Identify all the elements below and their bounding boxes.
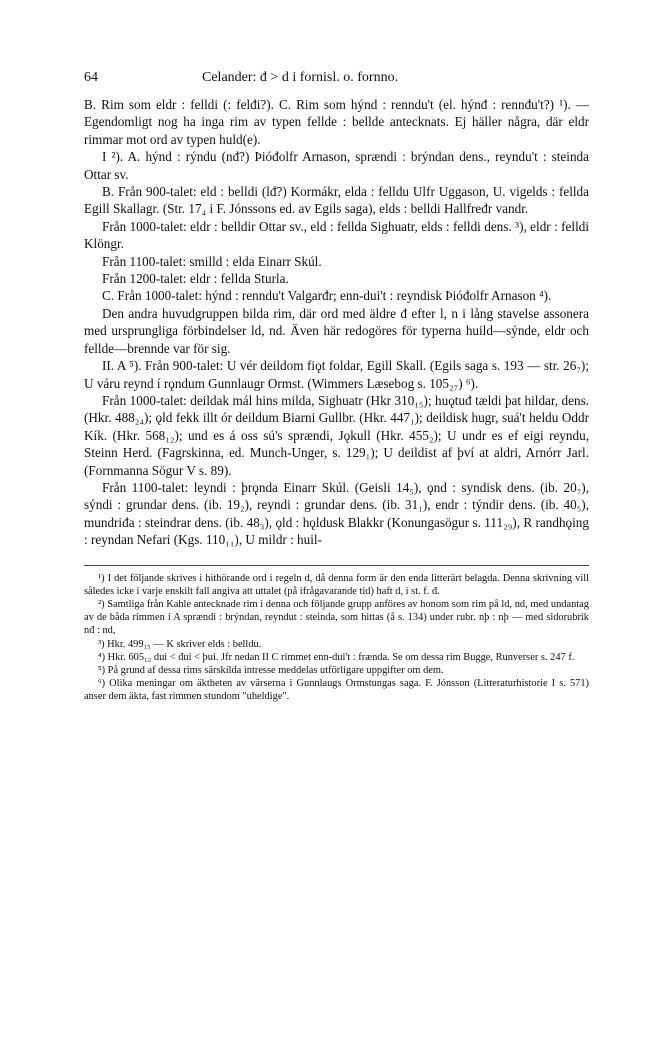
paragraph: Från 1200-talet: eldr : fellda Sturla.: [102, 271, 289, 287]
page-number: 64: [84, 70, 98, 85]
page: [84, 66, 589, 704]
paragraph: I ²). A. hýnd : rýndu (nđ?) Þióđolfr Arnason, sprændi : brýndan dens., reyndu't : steinda Ottar sv.: [84, 149, 589, 182]
paragraph: Från 1000-talet: eldr : belldir Ottar sv., eld : fellda Sighuatr, elds : felldi dens. ³), eldr : felldi Klöngr.: [84, 218, 589, 252]
page-header: [84, 66, 589, 96]
footnote-divider: [84, 565, 589, 566]
body-text: [84, 96, 589, 549]
footnote: ²) Samtliga från Kahle antecknade rim i denna och följande grupp anföres av honom som rim på ld, nd, med undantag av de båda rimmen i A sprændi : brýndan, reyndut : steinda, som hittas (å s. 134) under rubr. nþ : nþ — med sidorubrik nđ : nd,: [84, 598, 589, 637]
footnote: ¹) I det följande skrives i hithörande ord i regeln d, då denna form är den enda litterärt belagda. Denna skrivning vill således icke i varje enskilt fall angiva att uttalet (på ifrågavarande tid) haft d, i st. f. đ.: [84, 572, 589, 597]
footnote: ⁶) Olika meningar om äktheten av värserna i Gunnlaugs Ormstungas saga. F. Jónsson (Litteraturhistorie I s. 571) anser dem äkta, fast rimmen stundom "uheldige".: [84, 678, 589, 703]
paragraph: B. Rim som eldr : felldi (: felđi?). C. Rim som hýnd : renndu't (el. hýnđ : rennđu't?) ¹). — Egendomligt nog ha inga rim av typen fellde : bellde antecknats. Ej häller några, där eldr rimmar mot ord av typen huld(e).: [84, 97, 589, 147]
paragraph: C. Från 1000-talet: hýnd : renndu't Valgarđr; enn-dui't : reyndisk Þióđolfr Arnason ⁴).: [102, 288, 552, 304]
paragraph: Den andra huvudgruppen bilda rim, där ord med äldre đ efter l, n i lång stavelse assonera med ursprungliga förbindelser ld, nd. Även här redogöres för typerna huild—sýnde, eldr och fellde—brennde var för sig.: [84, 305, 589, 356]
paragraph: II. A ⁵). Från 900-talet: U vér deildom fiǫt foldar, Egill Skall. (Egils saga s. 193 — str. 26₇); U váru reynd í rǫndum Gunnlaugr Ormst. (Wimmers Læsebog s. 105₂₇) ⁶).: [84, 358, 589, 391]
paragraph: B. Från 900-talet: eld : belldi (lđ?) Kormákr, elda : felldu Ulfr Uggason, U. vigelds : fellda Egill Skallagr. (Str. 17₄ i F. Jónssons ed. av Egils saga), elds : belldi Hallfređr vandr.: [84, 184, 589, 217]
footnote: ⁵) På grund af dessa rims särskilda intresse meddelas utförligare uppgifter om dem.: [98, 664, 444, 676]
paragraph: Från 1100-talet: smilld : elda Einarr Skúl.: [102, 253, 322, 269]
footnotes: [84, 572, 589, 704]
paragraph: Från 1100-talet: leyndi : þrǫnda Einarr Skúl. (Geisli 14₅), ǫnd : syndisk dens. (ib. 20₇), sýndi : grundar dens. (ib. 19₂), reyndi : grundar dens. (ib. 31₁), endr : týndir dens. (ib. 40₅), mundriđa : steindrar dens. (ib. 48₃), ǫld : hǫldusk Blakkr (Konungasögur s. 111₂₉), R randhǫing : reyndan Nefari (Kgs. 110₁₁), U mildr : huil-: [84, 479, 589, 548]
running-title: Celander: đ > d i fornisl. o. fornno.: [202, 70, 399, 85]
footnote: ³) Hkr. 499₁₅ — K skriver elds : belldu.: [98, 638, 262, 650]
footnote: ⁴) Hkr. 605₁₂ dui < đui < þui. Jfr nedan II C rimmet enn-dui't : frænda. Se om dessa rim Bugge, Runverser s. 247 f.: [98, 651, 575, 663]
paragraph: Från 1000-talet: deildak mál hins milda, Sighuatr (Hkr 310₁₅); huǫtuđ tældi þat hildar, dens. (Hkr. 488₂₄); ǫld fekk illt ór deildum Biarni Gullbr. (Hkr. 447₁); deildisk hugr, suá't heldu Oddr Kík. (Hkr. 568₁₂); und es á oss sú's sprændi, Jǫkull (Hkr. 455₂); U undr es ef eigi reyndu, Steinn Herd. (Fagrskinna, ed. Munch-Unger, s. 129₁); U deildist af því at aldri, Arnórr Jarl. (Fornmanna Sögur V s. 89).: [84, 392, 589, 478]
